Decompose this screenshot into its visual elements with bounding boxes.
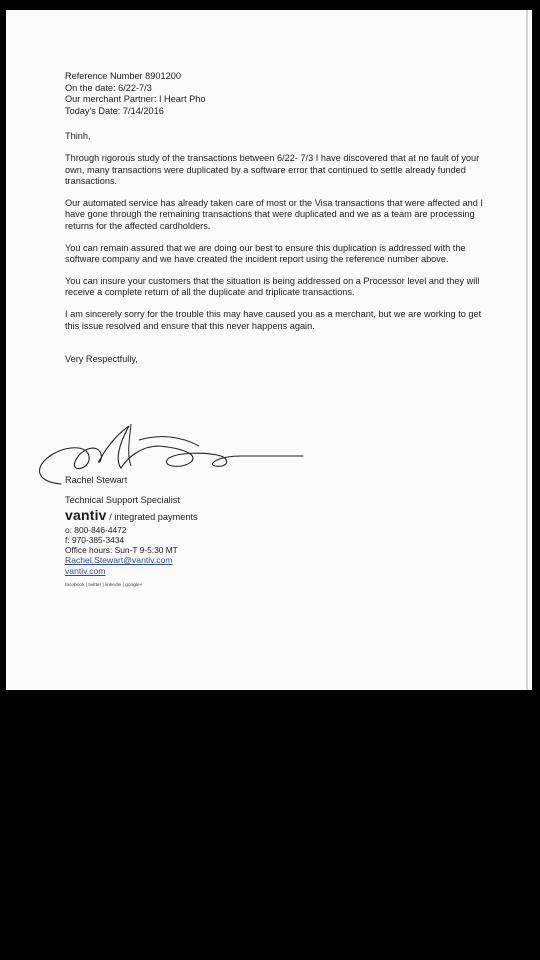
social-links[interactable]: facebook | twitter | linkedin | google+: [65, 583, 143, 589]
reference-number: Reference Number 8901200: [65, 71, 181, 81]
paragraph: Through rigorous study of the transactions between 6/22- 7/3 I have discovered that at no fault of your own, many transactions were duplicated by a software error that continued to settle already funded transactions.: [65, 152, 480, 187]
paragraph: I am sincerely sorry for the trouble this may have caused you as a merchant, but we are working to get this issue resolved and ensure that this never happens again.: [65, 308, 482, 331]
letter-page: [6, 10, 532, 690]
paragraph: You can remain assured that we are doing our best to ensure this duplication is addressed with the software company and we have created the incident report using the reference number above.: [65, 242, 466, 265]
letter-body: [65, 71, 483, 589]
website-link[interactable]: vantiv.com: [65, 566, 106, 577]
signer-name: Rachel Stewart: [65, 475, 128, 485]
paragraph: Our automated service has already taken care of most or the Visa transactions that were affected and I have gone through the remaining transactions that were duplicated and we as a team are processing returns for the affected cardholders.: [65, 197, 483, 231]
paragraph: You can insure your customers that the situation is being addressed on a Processor level and they will receive a complete return of all the duplicate and triplicate transactions.: [65, 275, 480, 298]
transaction-date-range: On the date: 6/22-7/3: [65, 82, 152, 93]
office-phone: o: 800-846-4472: [65, 525, 127, 536]
reference-block: [65, 71, 483, 117]
fax-number: f: 970-385-3434: [65, 535, 125, 546]
email-link[interactable]: Rachel.Stewart@vantiv.com: [65, 555, 173, 566]
signer-title: Technical Support Specialist: [65, 495, 180, 505]
salutation: Thinh,: [65, 131, 91, 142]
signature-block: [65, 495, 325, 589]
brand-name: vantiv: [65, 506, 107, 523]
closing: Very Respectfully,: [65, 354, 138, 365]
merchant-partner: Our merchant Partner: I Heart Pho: [65, 94, 206, 105]
company-logo: [65, 506, 325, 524]
office-hours: Office hours: Sun-T 9-5:30 MT: [65, 545, 178, 556]
todays-date: Today's Date: 7/14/2016: [65, 105, 164, 116]
brand-tagline: / integrated payments: [109, 511, 198, 522]
